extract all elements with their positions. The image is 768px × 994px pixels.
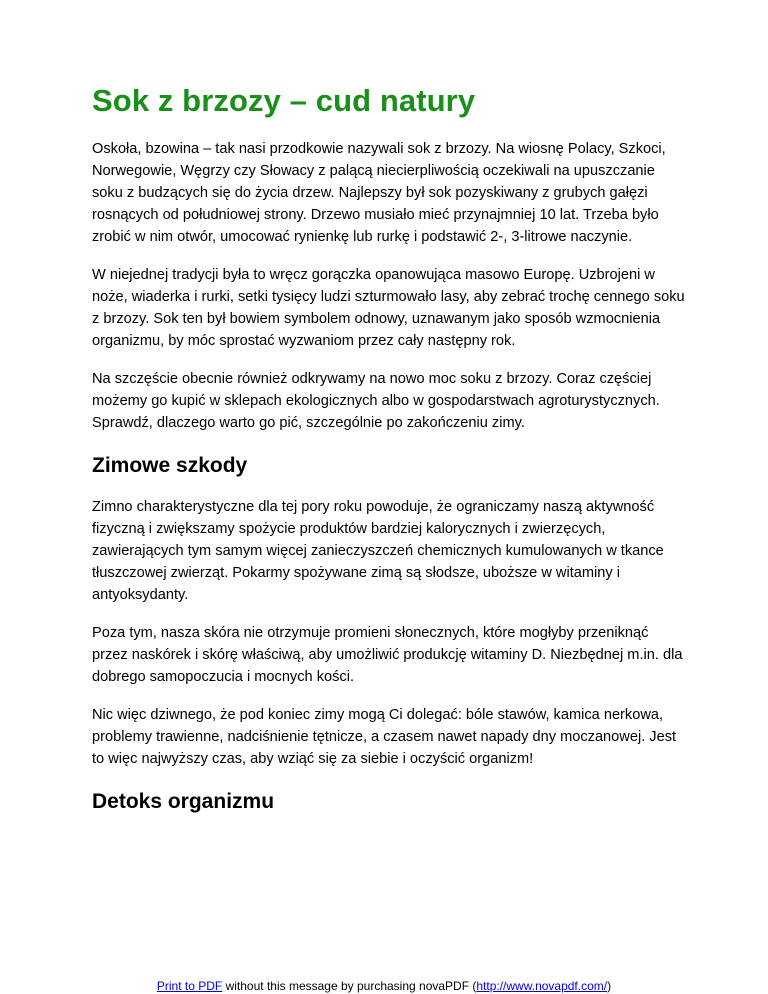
section1-paragraph-1: Zimno charakterystyczne dla tej pory roku powoduje, że ograniczamy naszą aktywność fizyczną i zwiększamy spożycie produktów bardziej kalorycznych i zwierzęcych, zawierających tym samym więcej zanieczyszczeń chemicznych kumulowanych w tkance tłuszczowej zwierząt. Pokarmy spożywane zimą są słodsze, uboższe w witaminy i antyoksydanty. (92, 499, 664, 603)
document-page (92, 78, 688, 832)
intro-paragraph-1: Oskoła, bzowina – tak nasi przodkowie nazywali sok z brzozy. Na wiosnę Polacy, Szkoci, Norwegowie, Węgrzy czy Słowacy z palącą niecierpliwością oczekiwali na upuszczanie soku z budzących się do życia drzew. Najlepszy był sok pozyskiwany z grubych gałęzi rosnących od południowej strony. Drzewo musiało mieć przynajmniej 10 lat. Trzeba było zrobić w nim otwór, umocować rynienkę lub rurkę i podstawić 2-, 3-litrowe naczynie. (92, 141, 666, 245)
print-to-pdf-link[interactable]: Print to PDF (156, 979, 223, 993)
document-title: Sok z brzozy – cud natury (92, 83, 476, 118)
section1-paragraph-3: Nic więc dziwnego, że pod koniec zimy mogą Ci dolegać: bóle stawów, kamica nerkowa, problemy trawienne, nadciśnienie tętnicze, a czasem nawet napady dny moczanowej. Jest to więc najwyższy czas, aby wziąć się za siebie i oczyścić organizm! (92, 707, 677, 767)
section1-paragraph-2: Poza tym, nasza skóra nie otrzymuje promieni słonecznych, które mogłyby przeniknąć przez naskórek i skórę właściwą, aby umożliwić produkcję witaminy D. Niezbędnej m.in. dla dobrego samopoczucia i mocnych kości. (92, 625, 683, 685)
footer-text-1: without this message by purchasing novaPDF ( (222, 979, 477, 993)
intro-paragraph-3: Na szczęście obecnie również odkrywamy na nowo moc soku z brzozy. Coraz częściej możemy go kupić w sklepach ekologicznych albo w gospodarstwach agroturystycznych. Sprawdź, dlaczego warto go pić, szczególnie po zakończeniu zimy. (92, 371, 660, 431)
section-heading-detoks: Detoks organizmu (92, 790, 275, 813)
intro-paragraph-2: W niejednej tradycji była to wręcz gorączka opanowująca masowo Europę. Uzbrojeni w noże, wiaderka i rurki, setki tysięcy ludzi szturmowało lasy, aby zebrać trochę cennego soku z brzozy. Sok ten był bowiem symbolem odnowy, uznawanym jako sposób wzmocnienia organizmu, by móc sprostać wyzwaniom przez cały następny rok. (92, 267, 685, 349)
footer-text-2: ) (607, 979, 612, 993)
pdf-footer (0, 979, 768, 993)
novapdf-url-link[interactable]: http://www.novapdf.com/ (476, 979, 608, 993)
section-heading-zimowe-szkody: Zimowe szkody (92, 454, 248, 477)
